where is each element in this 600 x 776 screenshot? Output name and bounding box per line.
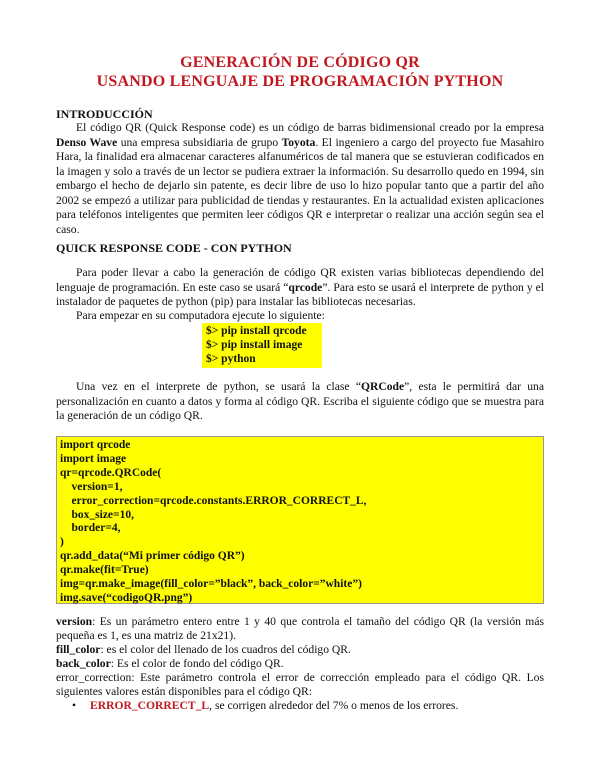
command-line: $> python	[206, 353, 256, 365]
title-line-1: GENERACIÓN DE CÓDIGO QR	[180, 54, 420, 71]
title-line-2: USANDO LENGUAJE DE PROGRAMACIÓN PYTHON	[96, 73, 504, 90]
code-line: import qrcode	[60, 439, 131, 451]
code-line: qr.make(fit=True)	[60, 564, 149, 577]
code-line: qr=qrcode.QRCode(	[60, 466, 162, 479]
class-name: QRCode	[361, 380, 405, 393]
param-back-color: back_color: Es el color de fondo del código QR.	[56, 657, 284, 670]
bullet-item: • ERROR_CORRECT_L, se corrigen alrededor del 7% o menos de los errores.	[72, 699, 459, 712]
intro-paragraph: El código QR (Quick Response code) es un código de barras bidimensional creado por la empresa Denso Wave una empresa subsidiaria de grupo Toyota. El ingeniero a cargo del proyecto fue Masahiro Hara, la finalidad era almacenar caracteres alfanuméricos de tal manera que se estuvieran codificados en la imagen y solo a través de un lector se pudiera extraer la información. Su desarrollo quedo en 1994, sin embargo el hecho de dejarlo sin patente, es decir libre de uso lo hizo popular tanto que a partir del año 2002 se empezó a utilizar para publicidad de tiendas y restaurantes. En la actualidad existen aplicaciones para teléfonos inteligentes que permiten leer códigos QR e interpretar o realizar una acción según sea el caso.	[56, 121, 544, 236]
section-paragraph-2: Para empezar en su computadora ejecute lo siguiente:	[76, 309, 325, 322]
section-heading: QUICK RESPONSE CODE - CON PYTHON	[56, 241, 292, 255]
commands-box	[202, 323, 322, 368]
code-line: border=4,	[60, 522, 121, 535]
command-line: $> pip install qrcode	[206, 325, 307, 337]
group-name: Toyota	[281, 135, 316, 149]
section-paragraph-3: Una vez en el interprete de python, se usará la clase “QRCode”, esta le permitirá dar una personalización en cuanto a datos y forma al código QR. Escriba el siguiente código que se muestra para la generación de un código QR.	[56, 380, 544, 422]
bullet-icon: •	[72, 699, 77, 712]
code-line: qr.add_data(“Mi primer código QR”)	[60, 550, 245, 563]
code-line: box_size=10,	[60, 508, 134, 521]
library-name: qrcode	[288, 280, 323, 294]
command-line: $> pip install image	[206, 339, 303, 351]
section-paragraph-1: Para poder llevar a cabo la generación de código QR existen varias bibliotecas dependiendo del lenguaje de programación. En este caso se usará “qrcode”. Para esto se usará el interprete de python y el instalador de paquetes de python (pip) para instalar las bibliotecas necesarias.	[56, 266, 544, 308]
code-line: img=qr.make_image(fill_color=”black”, back_color=”white”)	[60, 578, 362, 591]
intro-heading: INTRODUCCIÓN	[56, 107, 153, 121]
param-version: version: Es un parámetro entero entre 1 y 40 que controla el tamaño del código QR (la versión más pequeña es 1, es una matriz de 21x21).	[56, 615, 544, 642]
param-error-correction: error_correction: Este parámetro controla el error de corrección empleado para el código QR. Los siguientes valores están disponibles para el código QR:	[56, 671, 544, 698]
param-fill-color: fill_color: es el color del llenado de los cuadros del código QR.	[56, 643, 351, 656]
code-block	[56, 436, 544, 604]
code-line: version=1,	[60, 480, 123, 493]
code-line: error_correction=qrcode.constants.ERROR_CORRECT_L,	[60, 494, 367, 507]
code-line: )	[60, 536, 64, 549]
code-line: import image	[60, 452, 127, 465]
company-name: Denso Wave	[56, 135, 118, 149]
code-line: img.save(“codigoQR.png”)	[60, 591, 193, 604]
